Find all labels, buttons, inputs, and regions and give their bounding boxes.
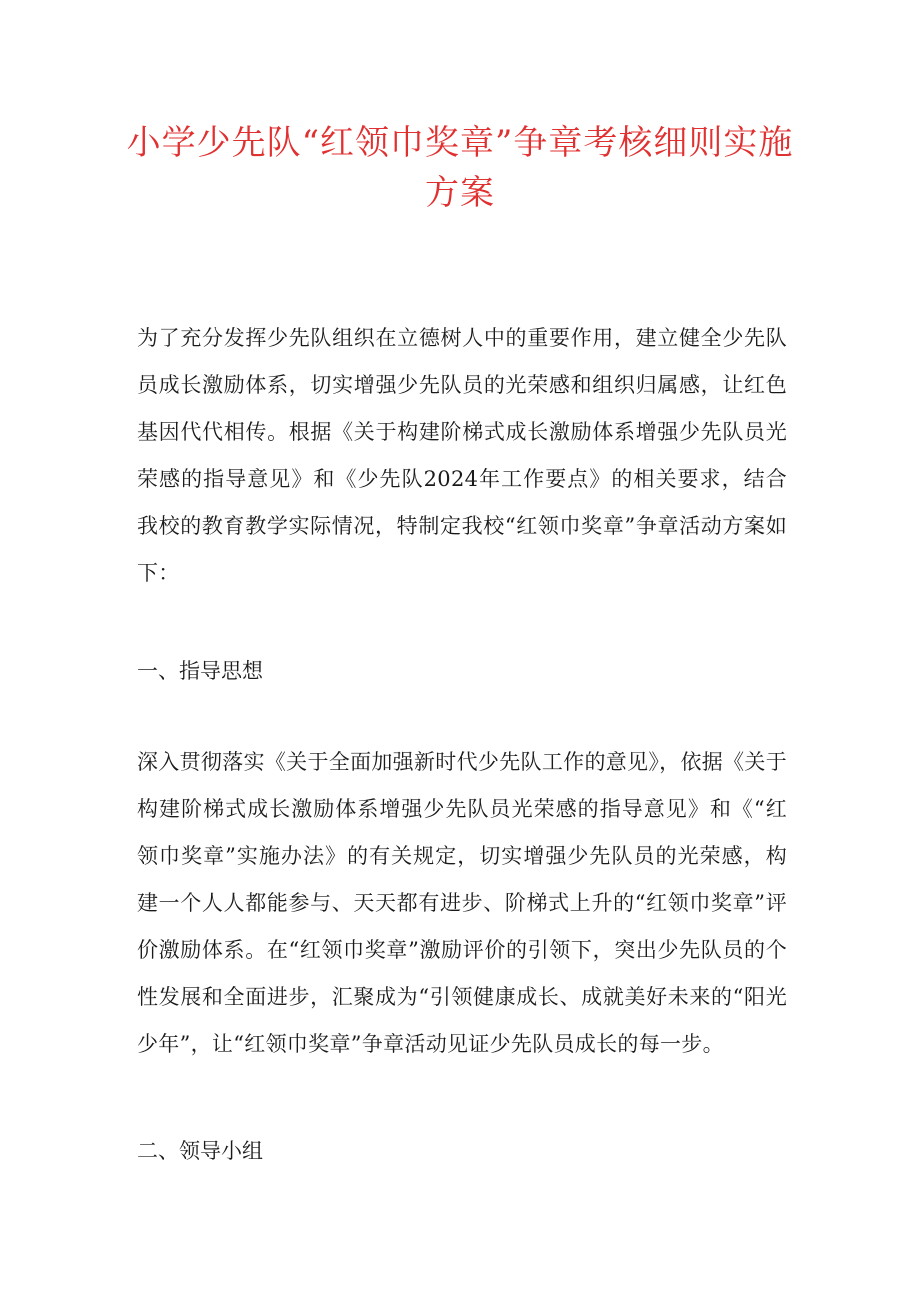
document-title: 小学少先队“红领巾奖章”争章考核细则实施方案 (126, 123, 794, 213)
intro-paragraph: 为了充分发挥少先队组织在立德树人中的重要作用，建立健全少先队员成长激励体系，切实增强少先队员的光荣感和组织归属感，让红色基因代代相传。根据《关于构建阶梯式成长激励体系增强少先队员光荣感的指导意见》和《少先队2024年工作要点》的相关要求，结合我校的教育教学实际情况，特制定我校“红领巾奖章”争章活动方案如下： (137, 326, 787, 585)
section-heading-leadership-group: 二、领导小组 (137, 1139, 263, 1163)
guiding-ideology-paragraph: 深入贯彻落实《关于全面加强新时代少先队工作的意见》，依据《关于构建阶梯式成长激励体系增强少先队员光荣感的指导意见》和《“红领巾奖章”实施办法》的有关规定，切实增强少先队员的光荣感，构建一个人人都能参与、天天都有进步、阶梯式上升的“红领巾奖章”评价激励体系。在“红领巾奖章”激励评价的引领下，突出少先队员的个性发展和全面进步，汇聚成为“引领健康成长、成就美好未来的“阳光少年”，让“红领巾奖章”争章活动见证少先队员成长的每一步。 (137, 750, 787, 1056)
section-heading-guiding-ideology: 一、指导思想 (137, 659, 263, 683)
